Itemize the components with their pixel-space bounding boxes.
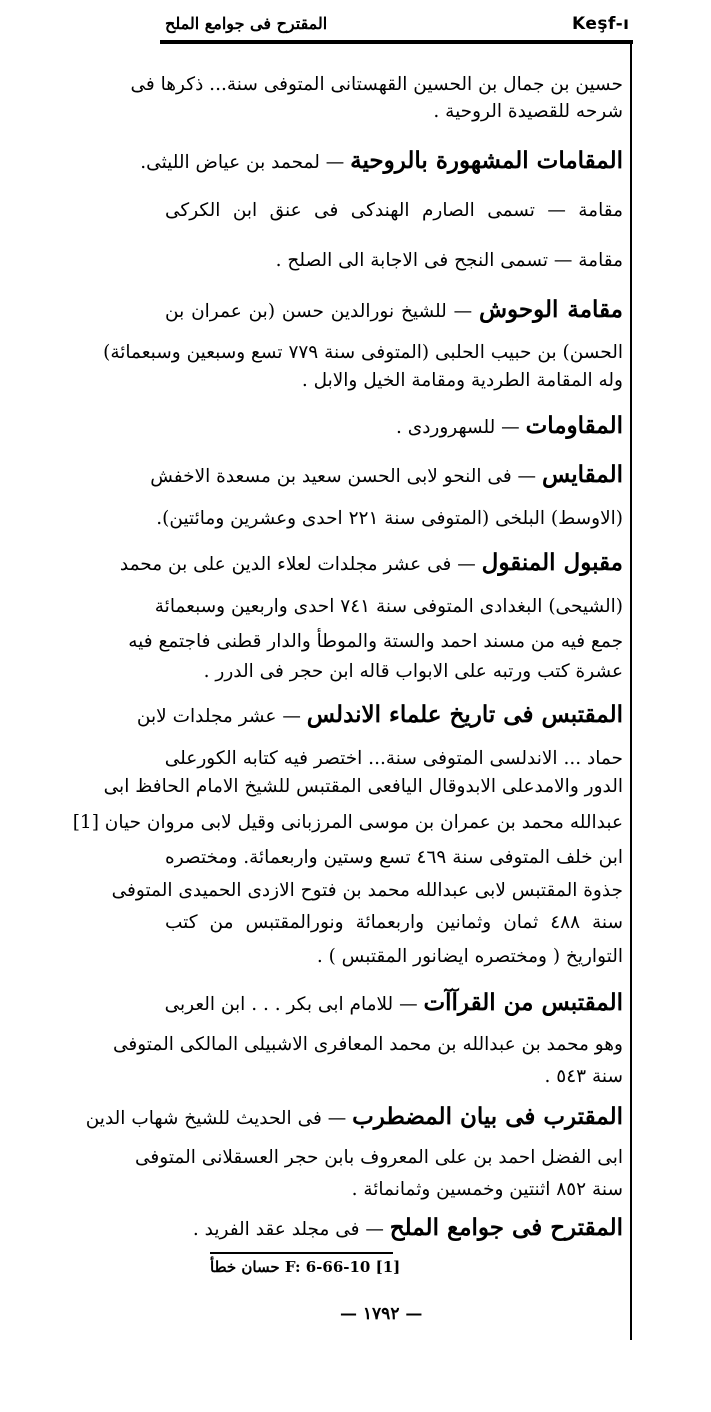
entry-description: — فى الحديث للشيخ شهاب الدين [85,1108,353,1129]
entry-description: — للشيخ نورالدين حسن (بن عمران بن [165,301,479,322]
entry-heading-line [119,548,623,580]
entry-title: المقترب فى بيان المضطرب [352,1103,623,1130]
entry-title: المقاومات [525,412,623,439]
text-line: مقامة — تسمى الصارم الهندكى فى عنق ابن الكركى [165,200,623,221]
entry-heading-line [165,411,623,443]
entry-heading-line [165,295,623,327]
text-line: (الشيحى) البغدادى المتوفى سنة ٧٤١ احدى واربعين وسبعمائة [154,596,623,617]
entry-description: — فى النحو لابى الحسن سعيد بن مسعدة الاخفش [150,466,542,487]
text-line: التواريخ ( ومختصره ايضانور المقتبس ) . [316,946,623,967]
entry-description: — للامام ابى بكر . . . ابن العربى [164,994,424,1015]
text-line: جمع فيه من مسند احمد والستة والموطأ والدار قطنى فاجتمع فيه [128,631,623,652]
text-line: سنة ٨٥٢ اثنتين وخمسين وثمانمائة . [351,1179,623,1200]
text-line: ابن خلف المتوفى سنة ٤٦٩ تسع وستين واربعمائة. ومختصره [165,847,623,868]
right-margin-rule [630,40,632,1340]
entry-title: المقتبس فى تاريخ علماء الاندلس [306,701,623,728]
text-line: الدور والامدعلى الابدوقال اليافعى المقتبس للشيخ الامام الحافظ ابى [103,776,623,797]
text-line: سنة ٤٨٨ ثمان وثمانين واربعمائة ونورالمقتبس من كتب [165,912,623,933]
text-line: مقامة — تسمى النجح فى الاجابة الى الصلح . [275,250,623,271]
entry-heading-line [85,1102,623,1134]
text-line: (الاوسط) البلخى (المتوفى سنة ٢٢١ احدى وعشرين ومائتين). [156,508,623,529]
text-line: حسين بن جمال بن الحسين القهستانى المتوفى سنة... ذكرها فى [130,74,623,95]
entry-description: — فى مجلد عقد الفريد . [192,1219,390,1240]
entry-description: — عشر مجلدات لابن [136,706,307,727]
text-line: شرحه للقصيدة الروحية . [433,101,623,122]
entry-title: المقترح فى جوامع الملح [389,1214,623,1241]
entry-title: المقايس [541,461,623,488]
entry-title: مقبول المنقول [481,549,623,576]
entry-heading-line [165,1213,623,1245]
entry-description: — للسهروردى . [395,417,526,438]
text-line: عشرة كتب ورتبه على الابواب قاله ابن حجر فى الدرر . [203,661,623,682]
footnote-rule [210,1252,393,1254]
running-header-title: المقترح فى جوامع الملح [165,14,328,33]
entry-description: — فى عشر مجلدات لعلاء الدين على بن محمد [119,554,482,575]
text-line: الحسن) بن حبيب الحلبى (المتوفى سنة ٧٧٩ تسع وسبعين وسبعمائة) [103,342,623,363]
text-line: وله المقامة الطردية ومقامة الخيل والابل . [301,370,623,391]
entry-title: مقامة الوحوش [478,296,623,323]
footnote: [1] F: 6-66-10 حسان خطأ [210,1258,401,1276]
text-line: سنة ٥٤٣ . [544,1066,623,1087]
text-line: وهو محمد بن عبدالله بن محمد المعافرى الاشبيلى المالكى المتوفى [112,1034,623,1055]
text-line: ابى الفضل احمد بن على المعروف بابن حجر العسقلانى المتوفى [135,1147,623,1168]
entry-heading-line [140,146,623,178]
entry-title: المقتبس من القرآآت [423,989,623,1016]
entry-heading-line [150,460,623,492]
entry-heading-line [136,700,623,732]
text-line: عبدالله محمد بن عمران بن موسى المرزبانى وقيل لابى مروان حيان [1] [72,812,623,833]
entry-title: المقامات المشهورة بالروحية [350,147,623,174]
text-line: حماد ... الاندلسى المتوفى سنة... اختصر فيه كتابه الكورعلى [164,748,623,769]
entry-description: — لمحمد بن عياض الليثى. [140,152,351,173]
running-header-reference: Keşf-ı [572,14,630,34]
text-line: جذوة المقتبس لابى عبدالله محمد بن فتوح الازدى الحميدى المتوفى [111,880,623,901]
entry-heading-line [165,988,623,1020]
header-rule [160,40,633,44]
page-number: — ١٧٩٢ — [340,1304,423,1324]
